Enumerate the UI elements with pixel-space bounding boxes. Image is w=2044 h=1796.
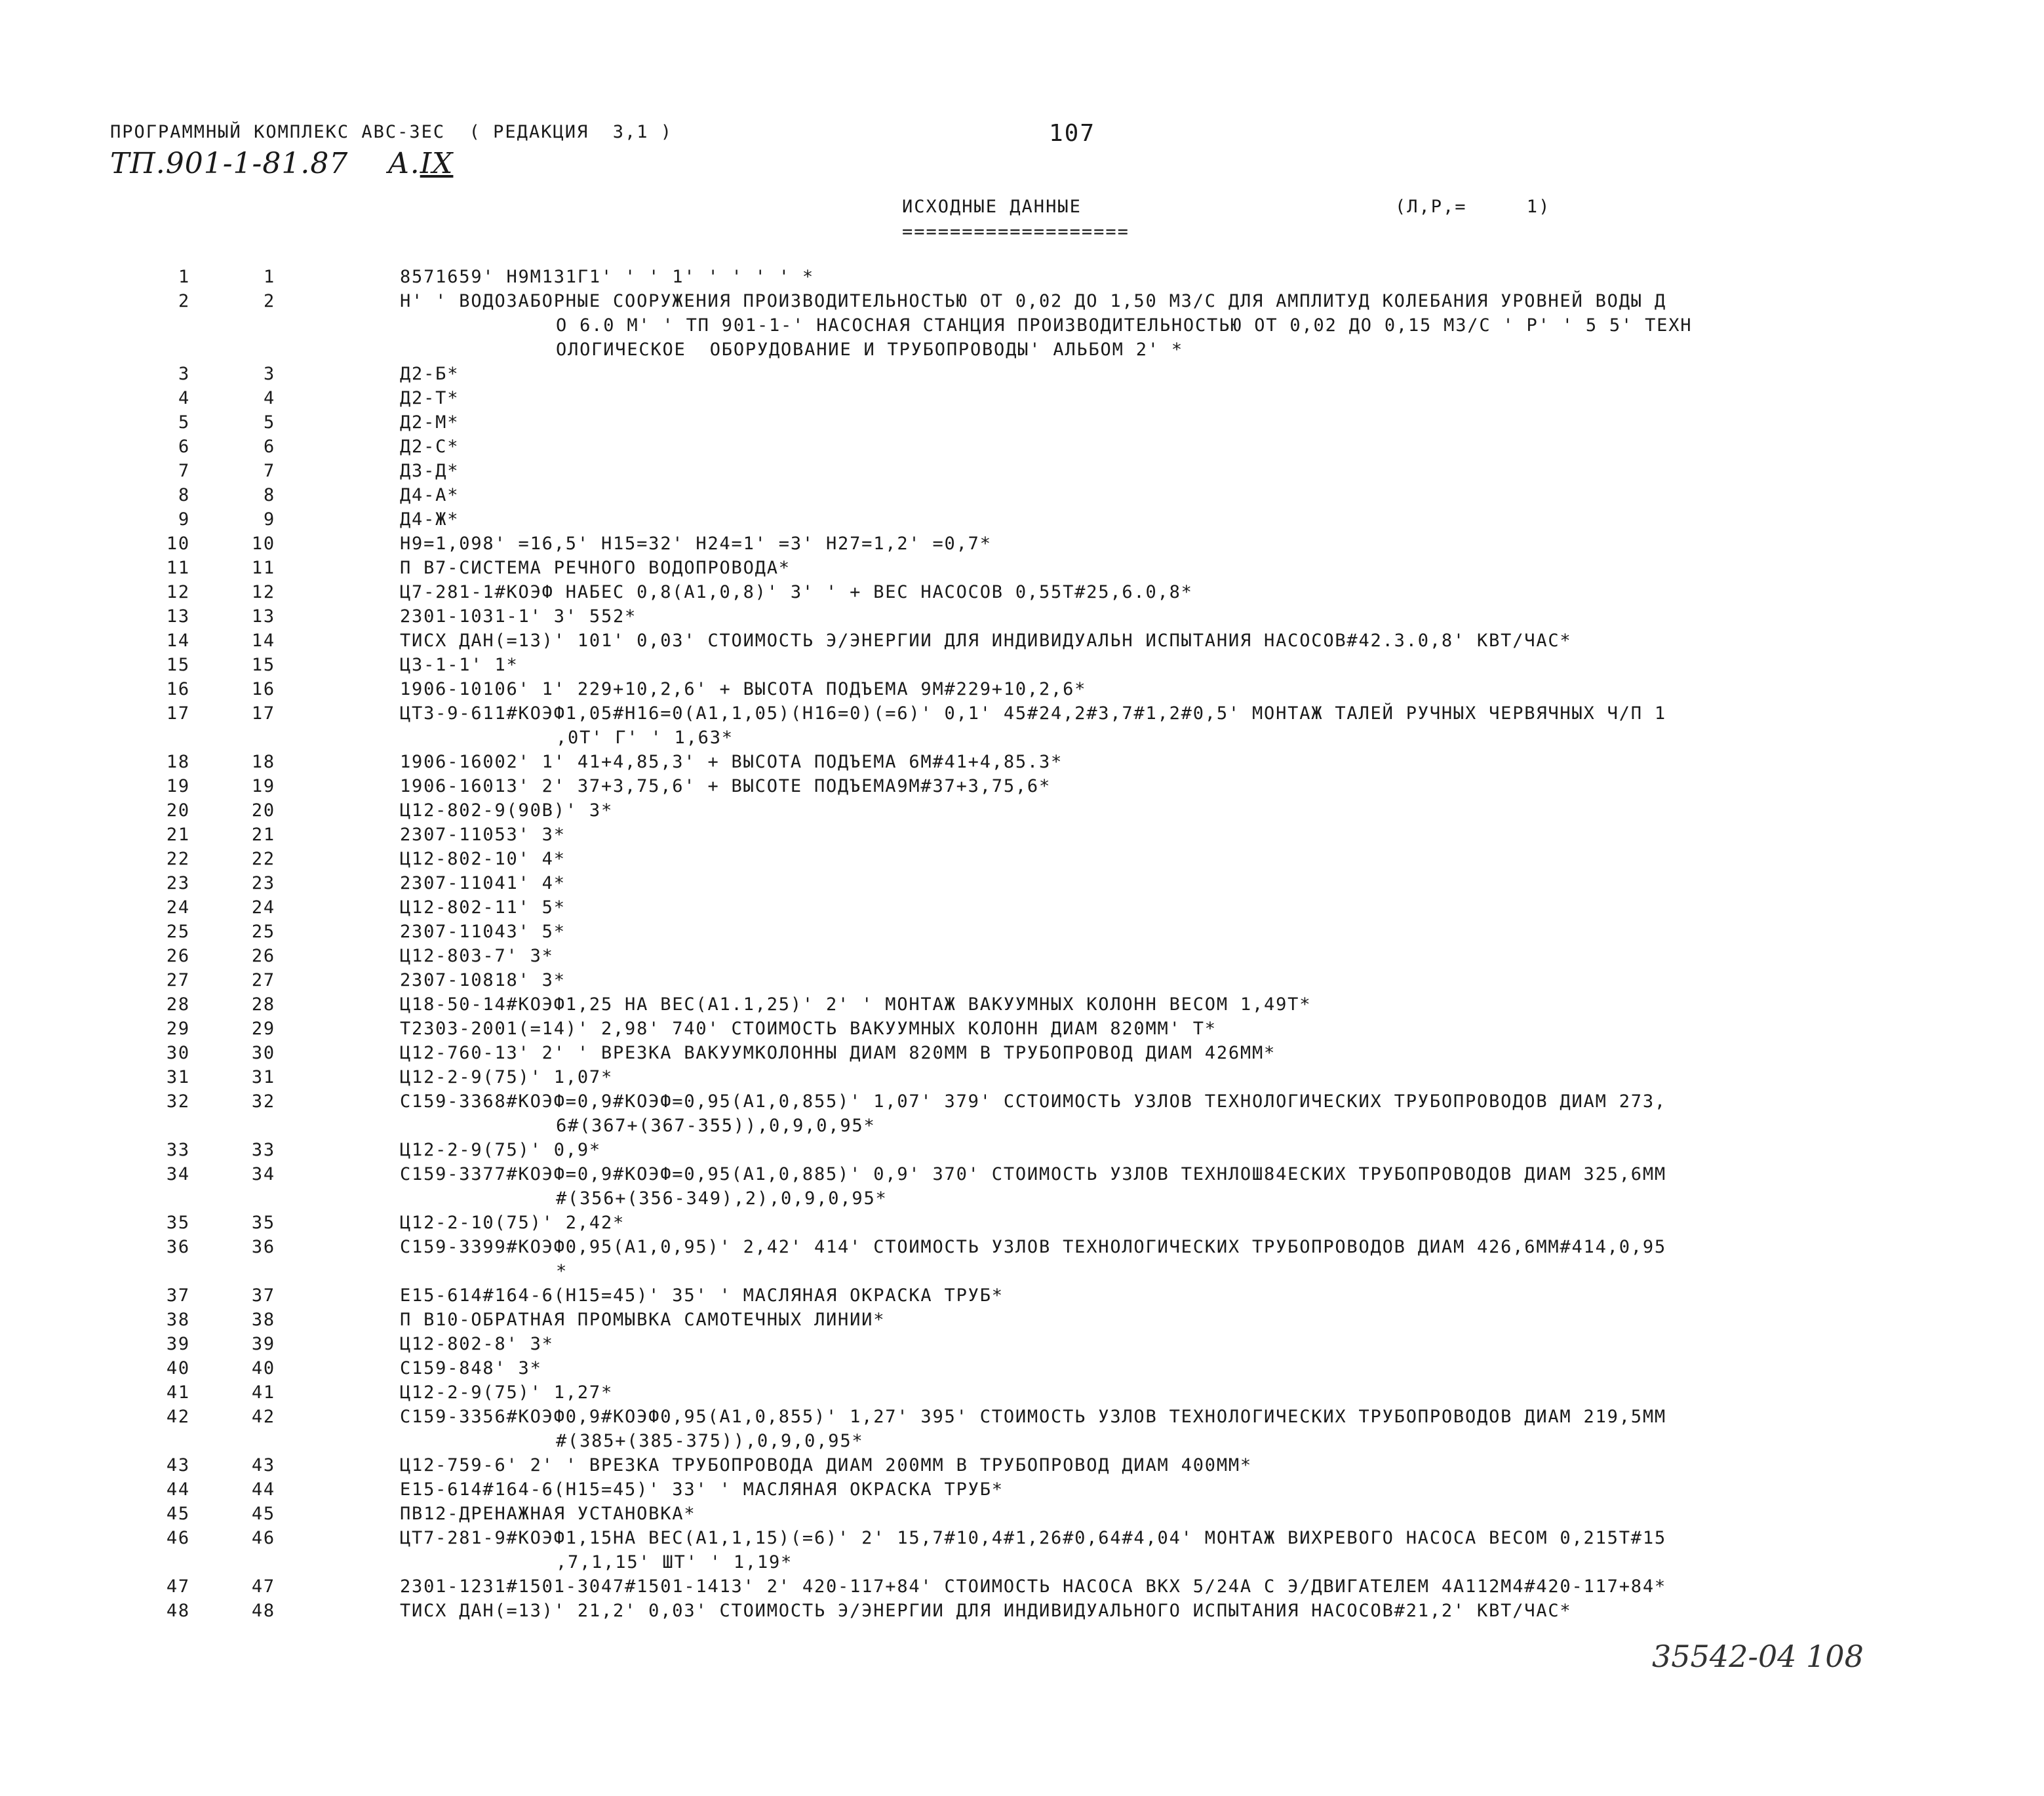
row-number: 23 [166,873,190,893]
section-title: ИСХОДНЫЕ ДАННЫЕ [902,197,1082,217]
listing-row [0,629,2044,653]
listing-row [0,1477,2044,1502]
row-continuation: #(356+(356-349),2),0,9,0,95* [556,1188,888,1209]
listing-row [0,1235,2044,1283]
listing-row [0,1502,2044,1526]
listing-row [0,1526,2044,1574]
row-number: 12 [166,582,190,602]
row-number-secondary: 20 [251,800,275,821]
row-number: 32 [166,1091,190,1112]
row-number: 40 [166,1358,190,1378]
row-number-secondary: 15 [251,655,275,675]
row-number-secondary: 6 [263,437,275,457]
doc-code-text: ТП.901-1-81.87 [110,147,349,180]
row-number: 1 [178,267,190,287]
row-number-secondary: 40 [251,1358,275,1378]
listing-row [0,459,2044,483]
row-text: Ц12-802-10' 4* [400,849,566,869]
row-number-secondary: 26 [251,946,275,966]
row-continuation: О 6.0 М' ' ТП 901-1-' НАСОСНАЯ СТАНЦИЯ ПРОИЗВОДИТЕЛЬНОСТЬЮ ОТ 0,02 ДО 0,15 М3/С ' Р' ' 5 5' ТЕХН [556,315,1693,336]
row-number-secondary: 24 [251,897,275,918]
row-text: ПВ12-ДРЕНАЖНАЯ УСТАНОВКА* [400,1504,696,1524]
row-text: 1906-16013' 2' 37+3,75,6' + ВЫСОТЕ ПОДЪЕМА9М#37+3,75,6* [400,776,1051,796]
section-params: (Л,Р,= 1) [1395,197,1551,217]
row-continuation: ,7,1,15' ШТ' ' 1,19* [556,1552,793,1572]
row-number-secondary: 33 [251,1140,275,1160]
row-text: С159-3399#КОЭФ0,95(А1,0,95)' 2,42' 414' СТОИМОСТЬ УЗЛОВ ТЕХНОЛОГИЧЕСКИХ ТРУБОПРОВОДОВ ДИАМ 426,6ММ#414,0,95 [400,1237,1666,1257]
listing-row [0,1380,2044,1405]
row-number: 39 [166,1334,190,1354]
row-number-secondary: 12 [251,582,275,602]
data-listing [0,265,2044,1623]
row-continuation: 6#(367+(367-355)),0,9,0,95* [556,1116,876,1136]
row-number: 5 [178,412,190,433]
row-number: 31 [166,1067,190,1087]
listing-row [0,556,2044,580]
row-text: ЦТ3-9-611#КОЭФ1,05#Н16=0(А1,1,05)(Н16=0)(=6)' 0,1' 45#24,2#3,7#1,2#0,5' МОНТАЖ ТАЛЕЙ РУЧНЫХ ЧЕРВЯЧНЫХ Ч/П 1 [400,703,1666,724]
row-continuation: ,0Т' Г' ' 1,63* [556,728,734,748]
row-number-secondary: 16 [251,679,275,699]
row-number: 41 [166,1382,190,1403]
row-number-secondary: 34 [251,1164,275,1184]
row-number: 13 [166,606,190,627]
row-number: 47 [166,1576,190,1597]
row-number: 44 [166,1479,190,1500]
row-text: 8571659' Н9М131Г1' ' ' 1' ' ' ' ' * [400,267,814,287]
row-text: Н' ' ВОДОЗАБОРНЫЕ СООРУЖЕНИЯ ПРОИЗВОДИТЕЛЬНОСТЬЮ ОТ 0,02 ДО 1,50 М3/С ДЛЯ АМПЛИТУД КОЛЕБАНИЯ УРОВНЕЙ ВОДЫ Д [400,291,1666,311]
row-number: 3 [178,364,190,384]
row-number: 45 [166,1504,190,1524]
row-number-secondary: 46 [251,1528,275,1548]
row-number-secondary: 25 [251,922,275,942]
row-text: Д2-Б* [400,364,460,384]
row-number-secondary: 9 [263,509,275,530]
row-number-secondary: 19 [251,776,275,796]
row-text: Ц12-2-9(75)' 1,27* [400,1382,613,1403]
listing-row [0,1574,2044,1599]
row-text: Д3-Д* [400,461,460,481]
row-number-secondary: 37 [251,1285,275,1306]
album-label: А.IX [387,147,454,180]
row-number-secondary: 38 [251,1310,275,1330]
row-number: 37 [166,1285,190,1306]
listing-row [0,895,2044,920]
row-number-secondary: 11 [251,558,275,578]
row-text: 2301-1031-1' 3' 552* [400,606,637,627]
row-text: 2307-11041' 4* [400,873,566,893]
row-number: 25 [166,922,190,942]
row-text: 2307-11053' 3* [400,825,566,845]
row-text: Д2-С* [400,437,460,457]
row-number: 42 [166,1407,190,1427]
row-number-secondary: 29 [251,1019,275,1039]
row-number-secondary: 30 [251,1043,275,1063]
row-number-secondary: 5 [263,412,275,433]
listing-row [0,265,2044,289]
row-text: Ц12-2-10(75)' 2,42* [400,1213,625,1233]
row-text: 1906-16002' 1' 41+4,85,3' + ВЫСОТА ПОДЪЕМА 6М#41+4,85.3* [400,752,1063,772]
row-number-secondary: 17 [251,703,275,724]
row-text: 2301-1231#1501-3047#1501-1413' 2' 420-117+84' СТОИМОСТЬ НАСОСА ВКХ 5/24А С Э/ДВИГАТЕЛЕМ 4А112М4#420-117+84* [400,1576,1666,1597]
row-number: 15 [166,655,190,675]
row-number: 33 [166,1140,190,1160]
row-text: П В10-ОБРАТНАЯ ПРОМЫВКА САМОТЕЧНЫХ ЛИНИИ* [400,1310,886,1330]
row-text: Ц12-802-9(90В)' 3* [400,800,613,821]
row-text: Ц12-803-7' 3* [400,946,554,966]
handwritten-note: 35542-04 108 [1652,1639,1864,1674]
row-number-secondary: 48 [251,1601,275,1621]
listing-row [0,362,2044,386]
row-text: Ц12-2-9(75)' 1,07* [400,1067,613,1087]
row-number: 2 [178,291,190,311]
row-number: 20 [166,800,190,821]
row-text: Д4-Ж* [400,509,460,530]
row-number: 8 [178,485,190,505]
row-number: 11 [166,558,190,578]
row-text: Н9=1,098' =16,5' Н15=32' Н24=1' =3' Н27=1,2' =0,7* [400,534,992,554]
row-number: 26 [166,946,190,966]
row-text: Ц12-802-11' 5* [400,897,566,918]
row-number: 4 [178,388,190,408]
row-number: 30 [166,1043,190,1063]
listing-row [0,1017,2044,1041]
listing-row [0,532,2044,556]
page-number: 107 [1049,120,1096,147]
row-text: Д2-М* [400,412,460,433]
row-number: 16 [166,679,190,699]
row-text: 1906-10106' 1' 229+10,2,6' + ВЫСОТА ПОДЪЕМА 9М#229+10,2,6* [400,679,1087,699]
row-text: С159-3356#КОЭФ0,9#КОЭФ0,95(А1,0,855)' 1,27' 395' СТОИМОСТЬ УЗЛОВ ТЕХНОЛОГИЧЕСКИХ ТРУБОПРОВОДОВ ДИАМ 219,5ММ [400,1407,1666,1427]
row-text: Д4-А* [400,485,460,505]
listing-row [0,798,2044,823]
listing-row [0,968,2044,992]
row-number-secondary: 43 [251,1455,275,1475]
row-number-secondary: 42 [251,1407,275,1427]
row-number-secondary: 36 [251,1237,275,1257]
row-number-secondary: 28 [251,994,275,1015]
row-number-secondary: 45 [251,1504,275,1524]
row-number-secondary: 47 [251,1576,275,1597]
row-number-secondary: 39 [251,1334,275,1354]
listing-row [0,920,2044,944]
listing-row [0,1138,2044,1162]
row-number: 7 [178,461,190,481]
row-text: С159-3368#КОЭФ=0,9#КОЭФ=0,95(А1,0,855)' 1,07' 379' ССТОИМОСТЬ УЗЛОВ ТЕХНОЛОГИЧЕСКИХ ТРУБОПРОВОДОВ ДИАМ 273, [400,1091,1666,1112]
row-number-secondary: 41 [251,1382,275,1403]
row-text: ТИСХ ДАН(=13)' 101' 0,03' СТОИМОСТЬ Э/ЭНЕРГИИ ДЛЯ ИНДИВИДУАЛЬН ИСПЫТАНИЯ НАСОСОВ#42.3.0,8' КВТ/ЧАС* [400,631,1572,651]
row-number: 34 [166,1164,190,1184]
listing-row [0,701,2044,750]
row-number: 14 [166,631,190,651]
row-text: П В7-СИСТЕМА РЕЧНОГО ВОДОПРОВОДА* [400,558,791,578]
row-number-secondary: 22 [251,849,275,869]
listing-row [0,992,2044,1017]
listing-row [0,507,2044,532]
row-text: Ц3-1-1' 1* [400,655,519,675]
listing-row [0,386,2044,410]
row-number: 48 [166,1601,190,1621]
listing-row [0,410,2044,435]
listing-row [0,1162,2044,1211]
row-text: 2307-11043' 5* [400,922,566,942]
listing-row [0,871,2044,895]
row-number: 46 [166,1528,190,1548]
listing-row [0,774,2044,798]
row-continuation: * [556,1261,568,1281]
row-number-secondary: 3 [263,364,275,384]
row-text: Ц12-760-13' 2' ' ВРЕЗКА ВАКУУМКОЛОННЫ ДИАМ 820ММ В ТРУБОПРОВОД ДИАМ 426ММ* [400,1043,1276,1063]
row-text: ТИСХ ДАН(=13)' 21,2' 0,03' СТОИМОСТЬ Э/ЭНЕРГИИ ДЛЯ ИНДИВИДУАЛЬНОГО ИСПЫТАНИЯ НАСОСОВ#21,2' КВТ/ЧАС* [400,1601,1572,1621]
row-number-secondary: 13 [251,606,275,627]
listing-row [0,1308,2044,1332]
row-number: 24 [166,897,190,918]
listing-row [0,823,2044,847]
row-number-secondary: 2 [263,291,275,311]
row-number: 35 [166,1213,190,1233]
row-text: Ц12-802-8' 3* [400,1334,554,1354]
listing-row [0,677,2044,701]
listing-row [0,653,2044,677]
listing-row [0,1283,2044,1308]
program-header: ПРОГРАММНЫЙ КОМПЛЕКС АВС-ЗЕС ( РЕДАКЦИЯ 3,1 ) [110,122,673,142]
row-text: Ц7-281-1#КОЭФ НАБЕС 0,8(А1,0,8)' 3' ' + ВЕС НАСОСОВ 0,55Т#25,6.0,8* [400,582,1193,602]
row-text: ЦТ7-281-9#КОЭФ1,15НА ВЕС(А1,1,15)(=6)' 2' 15,7#10,4#1,26#0,64#4,04' МОНТАЖ ВИХРЕВОГО НАСОСА ВЕСОМ 0,215Т#15 [400,1528,1666,1548]
listing-row [0,1405,2044,1453]
row-text: Е15-614#164-6(Н15=45)' 35' ' МАСЛЯНАЯ ОКРАСКА ТРУБ* [400,1285,1004,1306]
row-number: 28 [166,994,190,1015]
listing-row [0,1065,2044,1089]
row-number-secondary: 7 [263,461,275,481]
row-text: Ц12-759-6' 2' ' ВРЕЗКА ТРУБОПРОВОДА ДИАМ 200ММ В ТРУБОПРОВОД ДИАМ 400ММ* [400,1455,1252,1475]
row-number-secondary: 1 [263,267,275,287]
row-number-secondary: 8 [263,485,275,505]
row-text: Е15-614#164-6(Н15=45)' 33' ' МАСЛЯНАЯ ОКРАСКА ТРУБ* [400,1479,1004,1500]
listing-row [0,1453,2044,1477]
row-text: Д2-Т* [400,388,460,408]
document-code [110,147,453,180]
row-number: 36 [166,1237,190,1257]
row-number: 43 [166,1455,190,1475]
row-number: 21 [166,825,190,845]
listing-row [0,1089,2044,1138]
row-number-secondary: 4 [263,388,275,408]
row-number: 19 [166,776,190,796]
row-number: 6 [178,437,190,457]
row-number: 27 [166,970,190,990]
listing-row [0,750,2044,774]
row-number: 10 [166,534,190,554]
listing-row [0,1332,2044,1356]
listing-row [0,580,2044,604]
row-number-secondary: 18 [251,752,275,772]
row-text: Ц12-2-9(75)' 0,9* [400,1140,601,1160]
listing-row [0,1599,2044,1623]
row-number-secondary: 21 [251,825,275,845]
listing-row [0,483,2044,507]
row-number-secondary: 44 [251,1479,275,1500]
row-text: Т2303-2001(=14)' 2,98' 740' СТОИМОСТЬ ВАКУУМНЫХ КОЛОНН ДИАМ 820ММ' Т* [400,1019,1217,1039]
listing-row [0,1041,2044,1065]
row-number-secondary: 35 [251,1213,275,1233]
row-number: 9 [178,509,190,530]
row-number: 29 [166,1019,190,1039]
listing-row [0,944,2044,968]
row-number-secondary: 27 [251,970,275,990]
row-number: 18 [166,752,190,772]
listing-row [0,1356,2044,1380]
row-number: 38 [166,1310,190,1330]
row-text: С159-848' 3* [400,1358,542,1378]
listing-row [0,289,2044,362]
row-continuation: ОЛОГИЧЕСКОЕ ОБОРУДОВАНИЕ И ТРУБОПРОВОДЫ' АЛЬБОМ 2' * [556,340,1183,360]
row-text: С159-3377#КОЭФ=0,9#КОЭФ=0,95(А1,0,885)' 0,9' 370' СТОИМОСТЬ УЗЛОВ ТЕХНЛОШ84ЕСКИХ ТРУБОПРОВОДОВ ДИАМ 325,6ММ [400,1164,1666,1184]
listing-row [0,847,2044,871]
row-number-secondary: 10 [251,534,275,554]
row-number-secondary: 14 [251,631,275,651]
title-underline: =================== [902,222,1130,242]
listing-row [0,1211,2044,1235]
row-number-secondary: 23 [251,873,275,893]
listing-row [0,604,2044,629]
row-continuation: #(385+(385-375)),0,9,0,95* [556,1431,864,1451]
row-text: 2307-10818' 3* [400,970,566,990]
row-text: Ц18-50-14#КОЭФ1,25 НА ВЕС(А1.1,25)' 2' ' МОНТАЖ ВАКУУМНЫХ КОЛОНН ВЕСОМ 1,49Т* [400,994,1312,1015]
row-number: 22 [166,849,190,869]
row-number-secondary: 31 [251,1067,275,1087]
row-number-secondary: 32 [251,1091,275,1112]
listing-row [0,435,2044,459]
row-number: 17 [166,703,190,724]
